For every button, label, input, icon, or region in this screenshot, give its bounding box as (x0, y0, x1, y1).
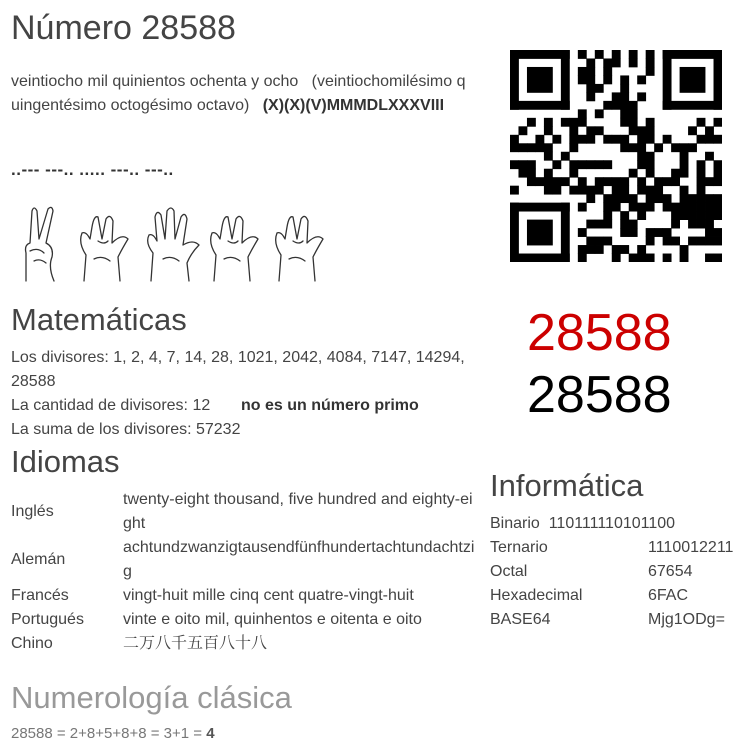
number-spelling (11, 70, 471, 118)
big-number-red: 28588 (527, 304, 672, 362)
binary-line (490, 512, 675, 536)
divisor-sum-value: 57232 (195, 421, 241, 438)
info-label: Ternario (490, 539, 548, 556)
lang-row-chinese (11, 632, 481, 656)
informatics-table (490, 536, 740, 632)
info-value: 67654 (648, 563, 693, 580)
big-number-black: 28588 (527, 366, 672, 424)
info-label: Hexadecimal (490, 587, 583, 604)
divisor-count-value: 12 (192, 397, 211, 414)
info-row-octal (490, 560, 740, 584)
numerology-heading: Numerología clásica (11, 680, 292, 715)
binary-value: 110111110101100 (548, 515, 676, 532)
lang-row-english (11, 488, 481, 536)
lang-text: vinte e oito mil, quinhentos e oitenta e oito (123, 611, 422, 628)
morse-code: ..--- ---.. ..... ---.. ---.. (11, 160, 174, 179)
lang-label: Inglés (11, 503, 54, 520)
math-heading: Matemáticas (11, 302, 187, 337)
divisor-count-line (11, 394, 210, 418)
languages-heading: Idiomas (11, 444, 120, 479)
informatics-heading: Informática (490, 468, 644, 503)
numerology-formula: 28588 = 2+8+5+8+8 = 3+1 = (11, 725, 203, 742)
numerology-result: 4 (206, 725, 215, 742)
lang-row-german (11, 536, 481, 584)
divisors-label: Los divisores: (11, 349, 109, 366)
lang-label: Chino (11, 635, 53, 652)
hand-eight-icon (81, 216, 128, 281)
lang-row-portuguese (11, 608, 481, 632)
hand-two-icon (26, 207, 55, 281)
lang-text: vingt-huit mille cinq cent quatre-vingt-huit (123, 587, 414, 604)
binary-label: Binario (490, 515, 540, 532)
lang-text: 二万八千五百八十八 (123, 635, 268, 652)
divisors-list: 1, 2, 4, 7, 14, 28, 1021, 2042, 4084, 7147, 14294, 28588 (11, 349, 465, 390)
qr-code (510, 50, 722, 262)
sign-language-hands (18, 203, 338, 283)
lang-label: Francés (11, 587, 69, 604)
divisor-sum-label: La suma de los divisores: (11, 421, 192, 438)
divisor-count-label: La cantidad de divisores: (11, 397, 188, 414)
info-row-ternary (490, 536, 740, 560)
lang-label: Alemán (11, 551, 66, 568)
hand-eight-icon-2 (211, 216, 258, 281)
info-label: BASE64 (490, 611, 551, 628)
info-row-hex (490, 584, 740, 608)
prime-status: no es un número primo (241, 397, 419, 414)
spanish-words: veintiocho mil quinientos ochenta y ocho (11, 73, 299, 90)
lang-label: Portugués (11, 611, 84, 628)
languages-table (11, 488, 481, 656)
info-value: 1110012211 (648, 539, 734, 556)
divisor-sum-line (11, 418, 240, 442)
hand-eight-icon-3 (276, 216, 323, 281)
info-value: 6FAC (648, 587, 689, 604)
info-label: Octal (490, 563, 528, 580)
lang-row-french (11, 584, 481, 608)
hand-five-icon (148, 208, 199, 281)
ordinal-words: (veintiochomilésimo quingentésimo octogésimo octavo) (11, 73, 466, 114)
info-value: Mjg1ODg= (648, 611, 725, 628)
info-row-base64 (490, 608, 740, 632)
numerology-line (11, 725, 215, 742)
lang-text: twenty-eight thousand, five hundred and eighty-eight (123, 491, 473, 532)
roman-numeral: (X)(X)(V)MMMDLXXXVIII (262, 97, 445, 114)
lang-text: achtundzwanzigtausendfünfhundertachtundachtzig (123, 539, 475, 580)
divisors-line (11, 346, 481, 394)
page-title: Número 28588 (11, 9, 236, 47)
